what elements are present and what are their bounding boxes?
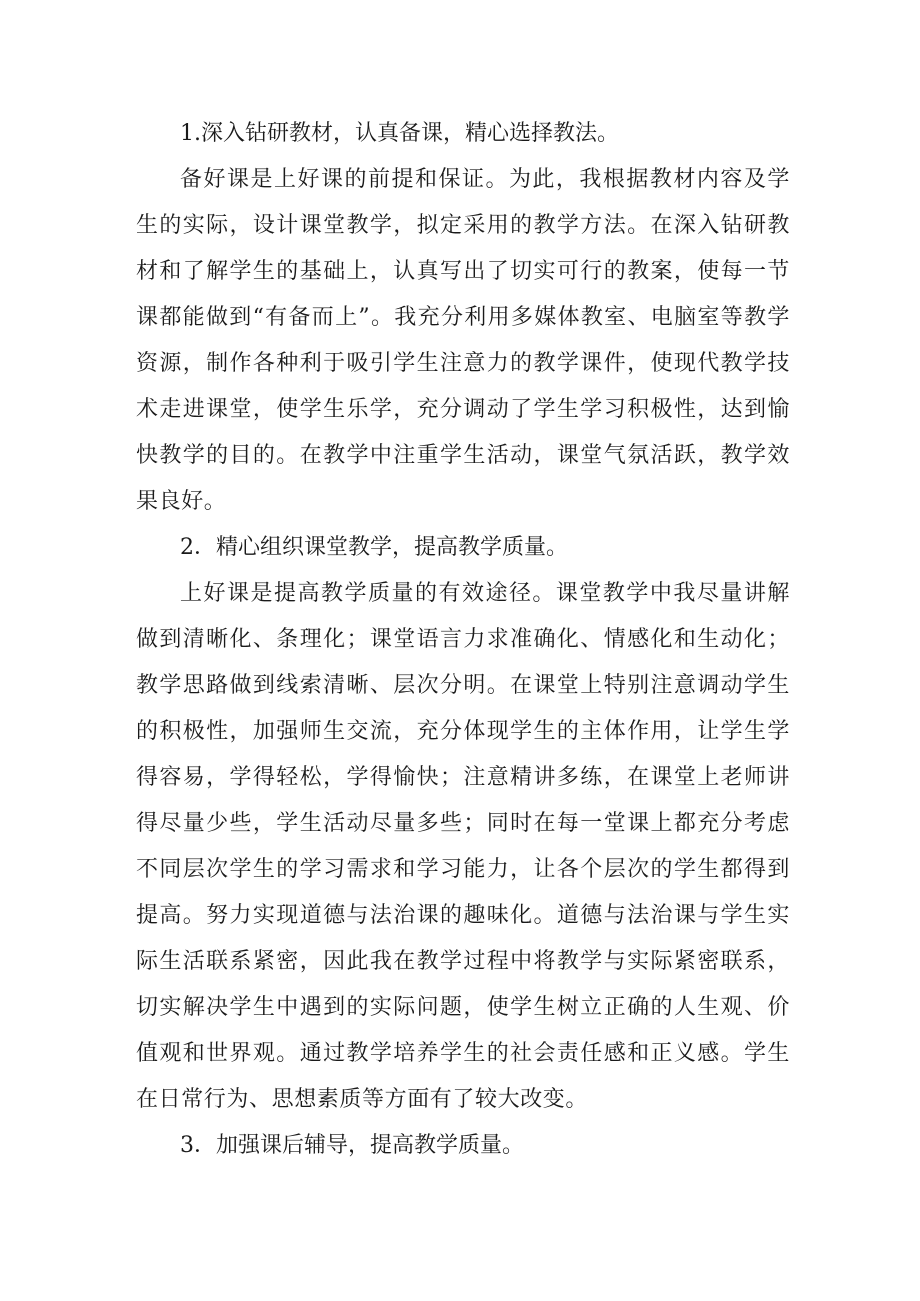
section-2-paragraph: 上好课是提高教学质量的有效途径。课堂教学中我尽量讲解做到清晰化、条理化；课堂语言力求准确化、情感化和生动化；教学思路做到线索清晰、层次分明。在课堂上特别注意调动学生的积极性，加强师生交流，充分体现学生的主体作用，让学生学得容易，学得轻松，学得愉快；注意精讲多练，在课堂上老师讲得尽量少些，学生活动尽量多些；同时在每一堂课上都充分考虑不同层次学生的学习需求和学习能力，让各个层次的学生都得到提高。努力实现道德与法治课的趣味化。道德与法治课与学生实际生活联系紧密，因此我在教学过程中将教学与实际紧密联系，切实解决学生中遇到的实际问题，使学生树立正确的人生观、价值观和世界观。通过教学培养学生的社会责任感和正义感。学生在日常行为、思想素质等方面有了较大改变。: [136, 581, 790, 1112]
section-1-paragraph: 备好课是上好课的前提和保证。为此，我根据教材内容及学生的实际，设计课堂教学，拟定采用的教学方法。在深入钻研教材和了解学生的基础上，认真写出了切实可行的教案，使每一节课都能做到“有备而上”。我充分利用多媒体教室、电脑室等教学资源，制作各种利于吸引学生注意力的教学课件，使现代教学技术走进课堂，使学生乐学，充分调动了学生学习积极性，达到愉快教学的目的。在教学中注重学生活动，课堂气氛活跃，教学效果良好。: [136, 167, 790, 514]
document-body: [136, 111, 790, 1169]
section-2-heading: 2．精心组织课堂教学，提高教学质量。: [180, 535, 568, 560]
section-3-heading: 3．加强课后辅导，提高教学质量。: [180, 1133, 524, 1158]
section-1-heading: 1.深入钻研教材，认真备课，精心选择教法。: [180, 121, 619, 146]
